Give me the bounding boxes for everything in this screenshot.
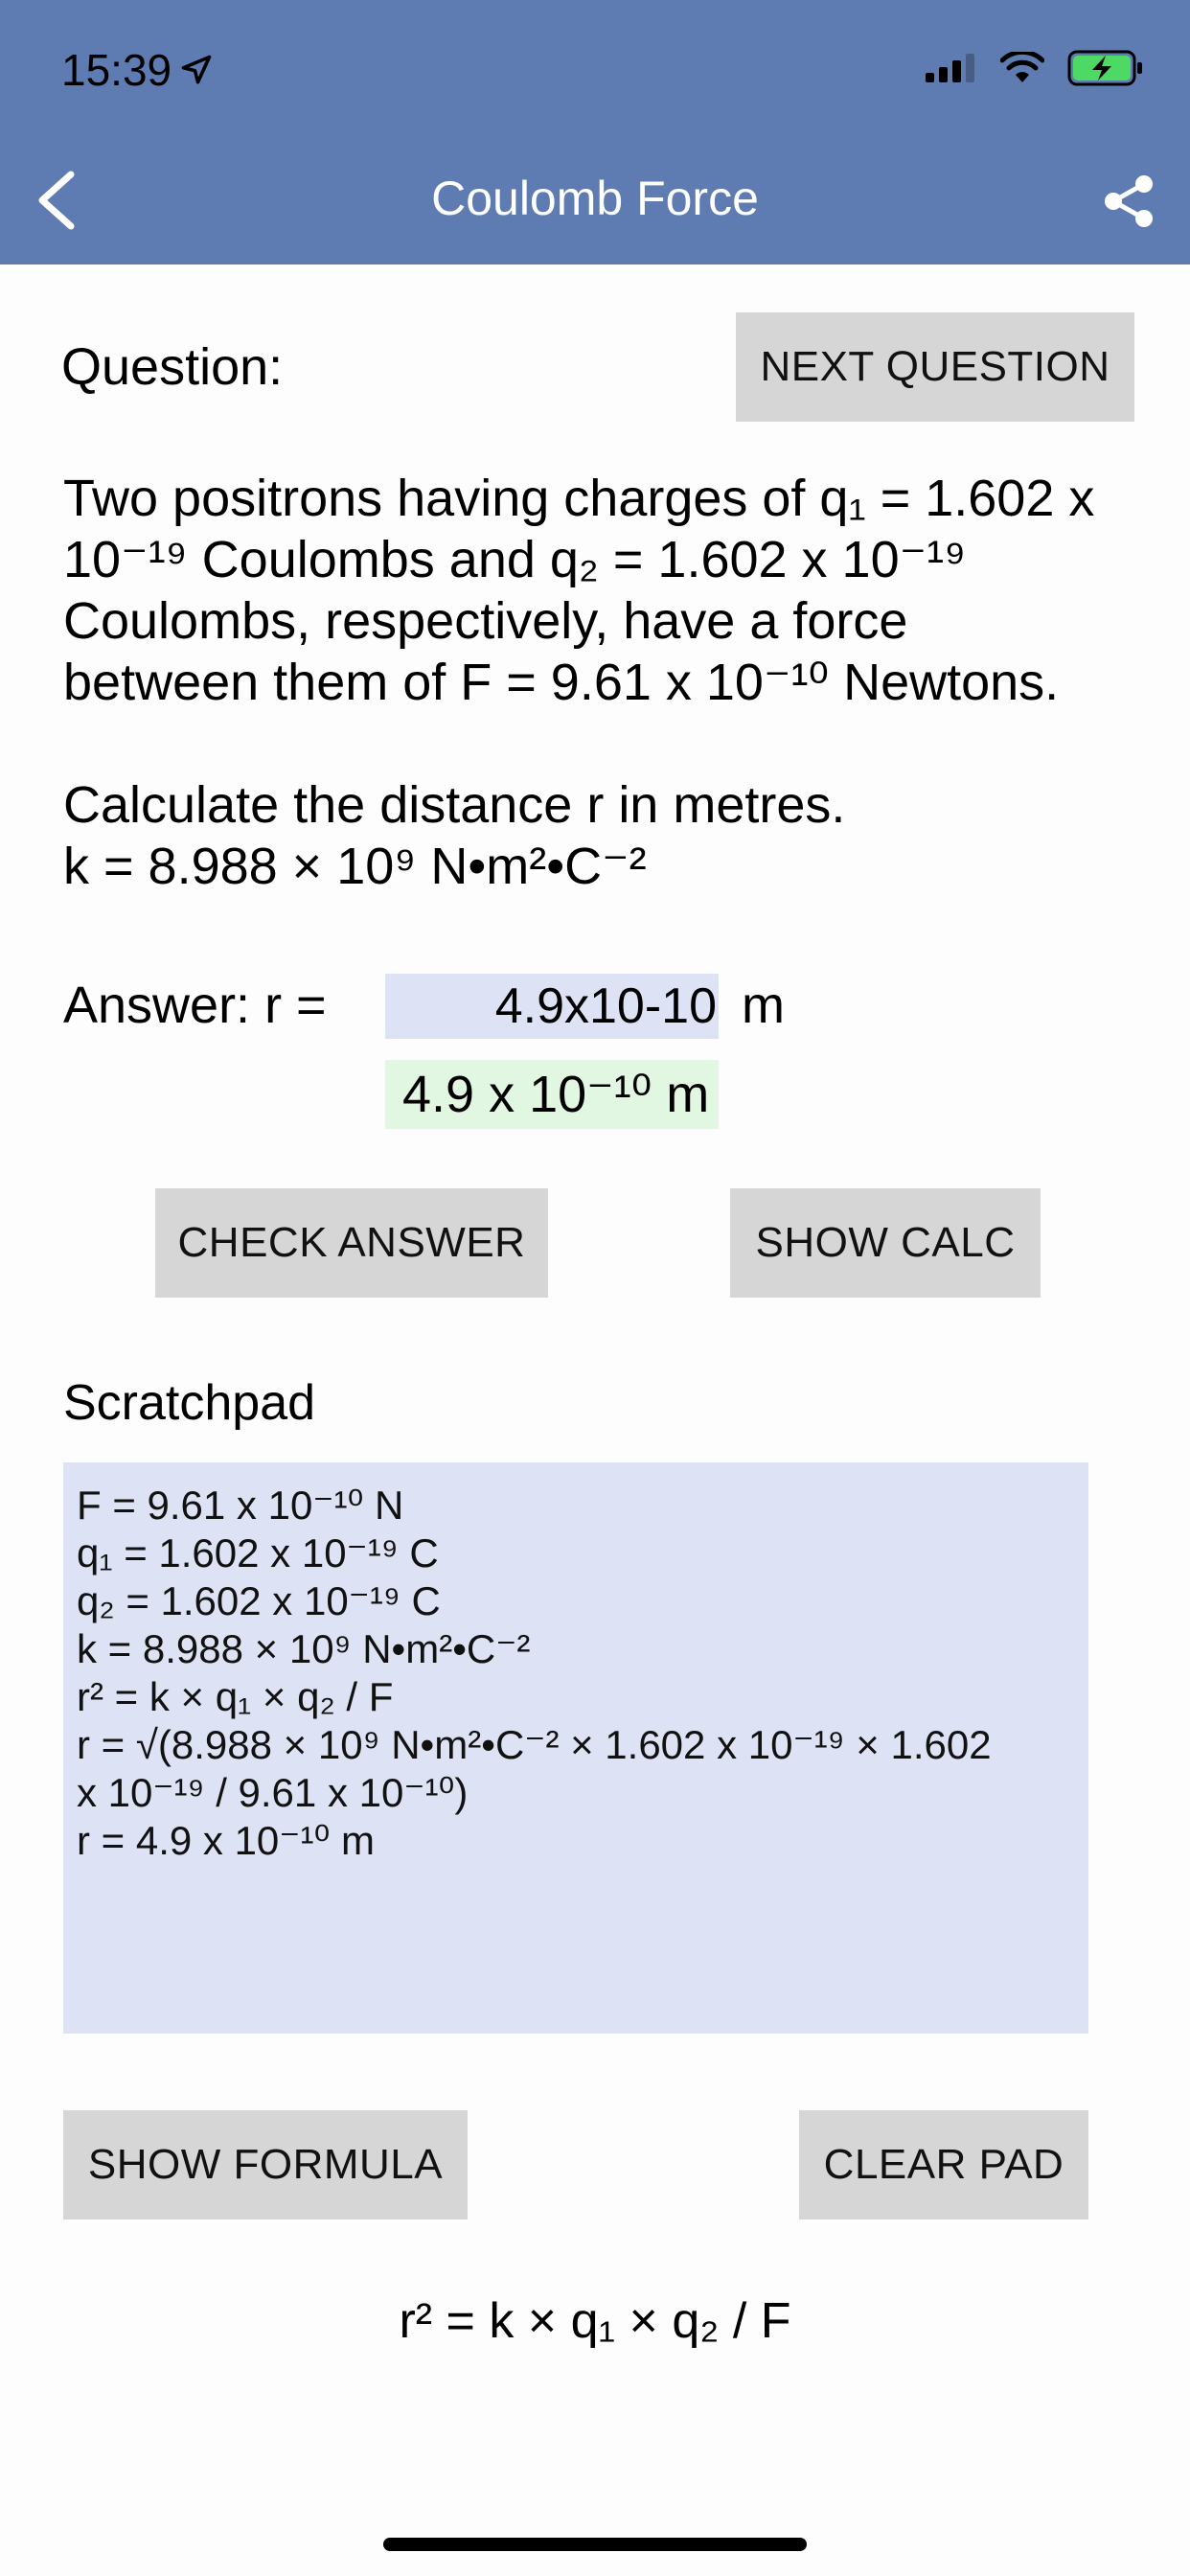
scratchpad-line: F = 9.61 x 10⁻¹⁰ N <box>77 1483 404 1528</box>
answer-unit: m <box>742 977 785 1034</box>
scratchpad-label: Scratchpad <box>63 1375 316 1431</box>
clear-pad-button[interactable] <box>799 2110 1088 2220</box>
check-answer-label: CHECK ANSWER <box>177 1219 526 1266</box>
scratchpad-line: k = 8.988 × 10⁹ N•m²•C⁻² <box>77 1626 531 1671</box>
scratchpad-line: q₂ = 1.602 x 10⁻¹⁹ C <box>77 1578 441 1623</box>
status-time-text: 15:39 <box>61 45 172 95</box>
battery-charging-icon <box>1067 50 1144 86</box>
scratchpad-textarea[interactable] <box>63 1462 1088 2034</box>
status-icons <box>924 50 1144 86</box>
scratchpad-line: r² = k × q₁ × q₂ / F <box>77 1674 394 1719</box>
show-formula-label: SHOW FORMULA <box>87 2141 444 2188</box>
page-title: Coulomb Force <box>431 172 759 225</box>
scratchpad-line: q₁ = 1.602 x 10⁻¹⁹ C <box>77 1530 439 1576</box>
question-text <box>63 468 1127 897</box>
location-arrow-icon <box>179 53 214 87</box>
app-header <box>0 0 1190 264</box>
question-line: Coulombs, respectively, have a force <box>63 592 908 650</box>
scratchpad-line: r = 4.9 x 10⁻¹⁰ m <box>77 1818 375 1863</box>
answer-input[interactable]: 4.9x10-10 <box>385 974 719 1039</box>
check-answer-button[interactable] <box>155 1188 548 1298</box>
home-indicator[interactable] <box>383 2538 807 2551</box>
question-line: Two positrons having charges of q₁ = 1.602 x <box>63 470 1095 527</box>
answer-label: Answer: r = <box>63 977 327 1034</box>
scratchpad-line: x 10⁻¹⁹ / 9.61 x 10⁻¹⁰) <box>77 1770 469 1815</box>
constant-k-line: k = 8.988 × 10⁹ N•m²•C⁻² <box>63 838 647 895</box>
question-label: Question: <box>61 338 284 396</box>
share-button[interactable] <box>1100 172 1157 230</box>
question-line: Calculate the distance r in metres. <box>63 776 846 834</box>
formula-text: r² = k × q₁ × q₂ / F <box>399 2293 791 2349</box>
clear-pad-label: CLEAR PAD <box>823 2141 1064 2188</box>
share-icon <box>1100 172 1157 230</box>
question-line: 10⁻¹⁹ Coulombs and q₂ = 1.602 x 10⁻¹⁹ <box>63 531 967 588</box>
show-calc-button[interactable] <box>730 1188 1041 1298</box>
show-formula-button[interactable] <box>63 2110 468 2220</box>
next-question-button[interactable] <box>736 312 1134 422</box>
wifi-icon <box>1000 52 1044 84</box>
correct-answer: 4.9 x 10⁻¹⁰ m <box>385 1060 719 1129</box>
status-time <box>61 44 214 96</box>
signal-icon <box>924 54 977 82</box>
scratchpad-line: r = √(8.988 × 10⁹ N•m²•C⁻² × 1.602 x 10⁻¹⁹ × 1.602 <box>77 1722 992 1767</box>
question-line: between them of F = 9.61 x 10⁻¹⁰ Newtons. <box>63 654 1060 711</box>
next-question-label: NEXT QUESTION <box>760 343 1110 390</box>
show-calc-label: SHOW CALC <box>755 1219 1016 1266</box>
